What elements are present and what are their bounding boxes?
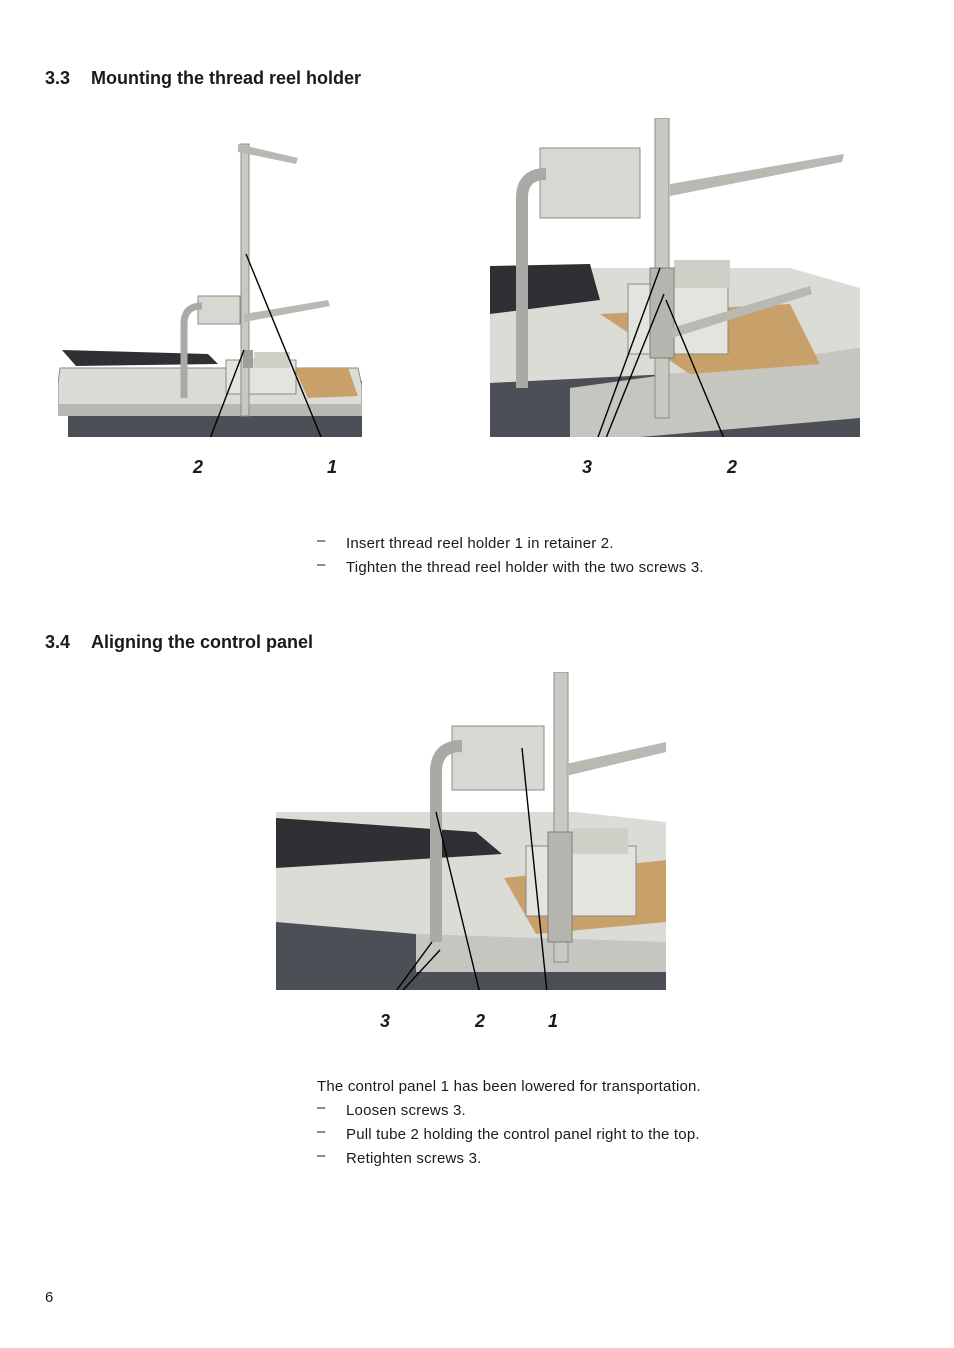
list-marker: – [317, 1123, 326, 1140]
list-item: – Tighten the thread reel holder with the two screws 3. [317, 556, 704, 580]
list-marker: – [317, 556, 326, 573]
callout-retainer-detail: 2 [727, 457, 738, 477]
figure-thread-reel-holder-detail [490, 118, 860, 437]
section-number: 3.3 [45, 68, 71, 88]
section-3-3-heading [45, 68, 361, 89]
list-marker: – [317, 1147, 326, 1164]
list-item: – Pull tube 2 holding the control panel right to the top. [317, 1123, 700, 1147]
section-title: Aligning the control panel [91, 632, 313, 652]
section-3-3-steps [317, 532, 704, 580]
list-item: – Retighten screws 3. [317, 1147, 700, 1171]
page-number: 6 [45, 1289, 54, 1306]
list-marker: – [317, 1099, 326, 1116]
callout-thread-reel-holder: 1 [327, 457, 338, 477]
callout-control-panel: 1 [548, 1011, 559, 1031]
callout-tube: 2 [475, 1011, 486, 1031]
list-item: – Loosen screws 3. [317, 1099, 700, 1123]
section-number: 3.4 [45, 632, 71, 652]
list-item: – Insert thread reel holder 1 in retainer 2. [317, 532, 704, 556]
list-marker: – [317, 532, 326, 549]
section-3-4-heading [45, 632, 313, 653]
figure-thread-reel-holder-overview [58, 136, 362, 437]
callout-screws: 3 [582, 457, 593, 477]
figure-control-panel [276, 672, 666, 990]
section-3-4-intro: The control panel 1 has been lowered for transportation. [317, 1078, 701, 1095]
callout-retainer: 2 [193, 457, 204, 477]
callout-screws: 3 [380, 1011, 391, 1031]
section-title: Mounting the thread reel holder [91, 68, 362, 88]
section-3-4-steps [317, 1099, 700, 1171]
